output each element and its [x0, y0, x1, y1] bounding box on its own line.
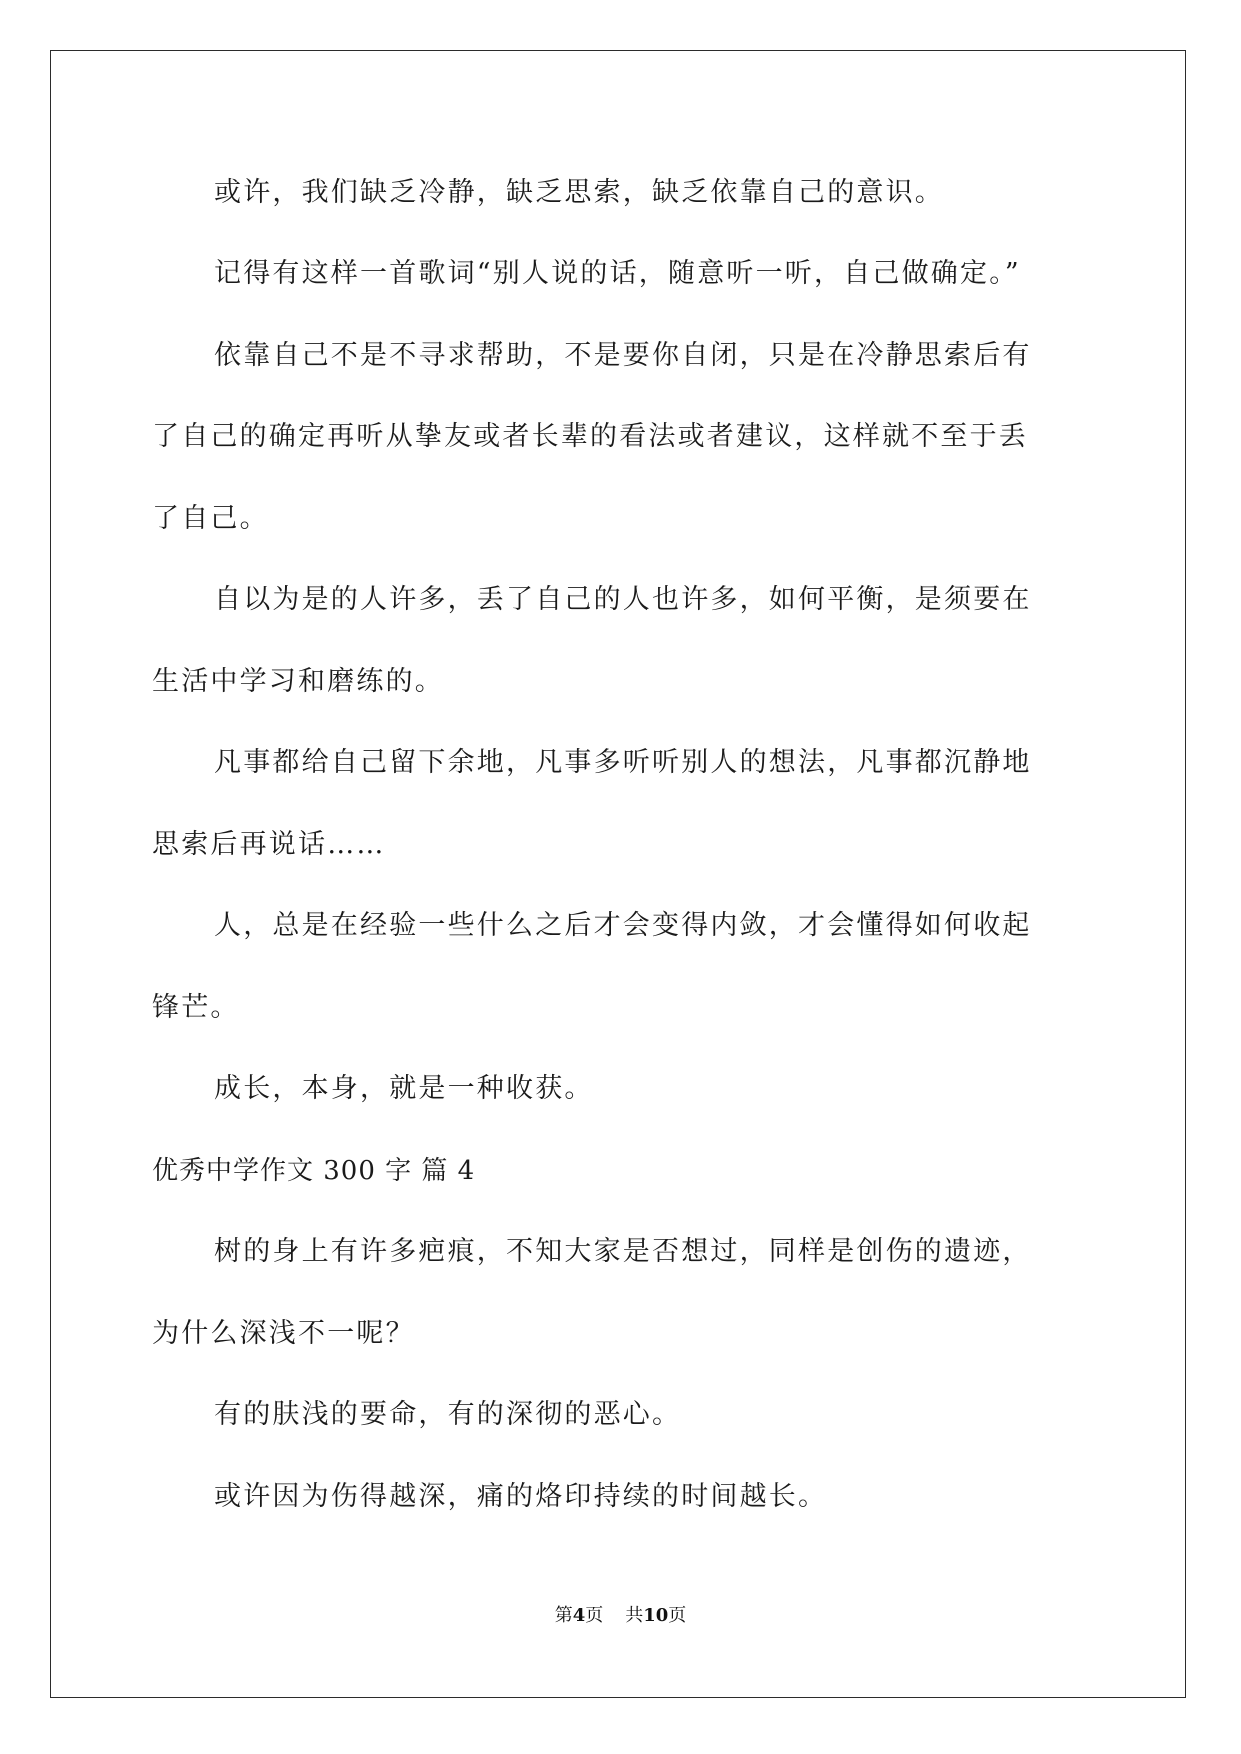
footer-page-prefix: 第	[554, 1605, 573, 1626]
paragraph-line: 凡事都给自己留下余地，凡事多听听别人的想法，凡事都沉静地	[214, 747, 1032, 778]
paragraph-line: 依靠自己不是不寻求帮助，不是要你自闭，只是在冷静思索后有	[214, 340, 1032, 371]
paragraph-line: 生活中学习和磨练的。	[152, 666, 444, 697]
paragraph-line: 或许，我们缺乏冷静，缺乏思索，缺乏依靠自己的意识。	[214, 177, 944, 208]
footer-total-suffix: 页	[668, 1605, 687, 1626]
paragraph-line: 记得有这样一首歌词“别人说的话，随意听一听，自己做确定。”	[214, 258, 1021, 289]
section-heading: 优秀中学作文 300 字 篇 4	[152, 1156, 476, 1186]
paragraph-line: 成长，本身，就是一种收获。	[214, 1073, 594, 1104]
paragraph-line: 为什么深浅不一呢？	[152, 1318, 415, 1349]
paragraph-line: 锋芒。	[152, 992, 240, 1023]
paragraph-line: 或许因为伤得越深，痛的烙印持续的时间越长。	[214, 1481, 828, 1512]
footer-page-suffix: 页	[585, 1605, 604, 1626]
footer-total-prefix: 共	[625, 1605, 644, 1626]
paragraph-line: 人，总是在经验一些什么之后才会变得内敛，才会懂得如何收起	[214, 910, 1032, 941]
paragraph-line: 思索后再说话……	[152, 829, 386, 860]
page-footer	[0, 1604, 1241, 1628]
paragraph-line: 了自己。	[152, 503, 269, 534]
footer-page-number: 4	[572, 1605, 586, 1626]
page-border	[50, 50, 1186, 1698]
paragraph-line: 有的肤浅的要命，有的深彻的恶心。	[214, 1399, 682, 1430]
paragraph-line: 自以为是的人许多，丢了自己的人也许多，如何平衡，是须要在	[214, 584, 1032, 615]
paragraph-line: 了自己的确定再听从挚友或者长辈的看法或者建议，这样就不至于丢	[152, 421, 1028, 452]
paragraph-line: 树的身上有许多疤痕，不知大家是否想过，同样是创伤的遗迹，	[214, 1236, 1032, 1267]
footer-total-pages: 10	[643, 1605, 669, 1626]
